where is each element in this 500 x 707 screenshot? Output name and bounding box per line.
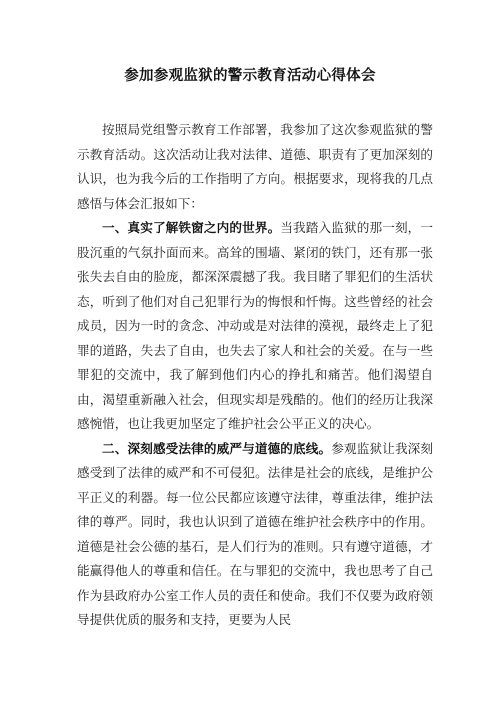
- section-2-heading: 二、深刻感受法律的威严与道德的底线。: [102, 440, 332, 456]
- section-2-text: 参观监狱让我深刻感受到了法律的威严和不可侵犯。法律是社会的底线，是维护公平正义的利器。每一位公民都应该遵守法律，尊重法律，维护法律的尊严。同时，我也认识到了道德在维护社会秩序中的作用。道德是社会公德的基石，是人们行为的准则。只有遵守道德，才能赢得他人的尊重和信任。在与罪犯的交流中，我也思考了自己作为县政府办公室工作人员的责任和使命。我们不仅要为政府领导提供优质的服务和支持，更要为人民: [77, 440, 434, 627]
- section-2-paragraph: [77, 437, 433, 633]
- section-1-heading: 一、真实了解铁窗之内的世界。: [102, 220, 281, 235]
- document-title: 参加参观监狱的警示教育活动心得体会: [124, 68, 376, 84]
- section-1-paragraph: [77, 216, 433, 437]
- intro-paragraph: 按照局党组警示教育工作部署，我参加了这次参观监狱的警示教育活动。这次活动让我对法律、道德、职责有了更加深刻的认识，也为我今后的工作指明了方向。根据要求，现将我的几点感悟与体会汇报如下：: [77, 122, 433, 211]
- section-1-text: 当我踏入监狱的那一刻，一股沉重的气氛扑面而来。高耸的围墙、紧闭的铁门，还有那一张张失去自由的脸庞，都深深震撼了我。我目睹了罪犯们的生活状态，听到了他们对自己犯罪行为的悔恨和忏悔。这些曾经的社会成员，因为一时的贪念、冲动或是对法律的漠视，最终走上了犯罪的道路，失去了自由，也失去了家人和社会的关爱。在与一些罪犯的交流中，我了解到他们内心的挣扎和痛苦。他们渴望自由，渴望重新融入社会，但现实却是残酷的。他们的经历让我深感惋惜，也让我更加坚定了维护社会公平正义的决心。: [77, 220, 434, 431]
- document-body: [77, 118, 433, 633]
